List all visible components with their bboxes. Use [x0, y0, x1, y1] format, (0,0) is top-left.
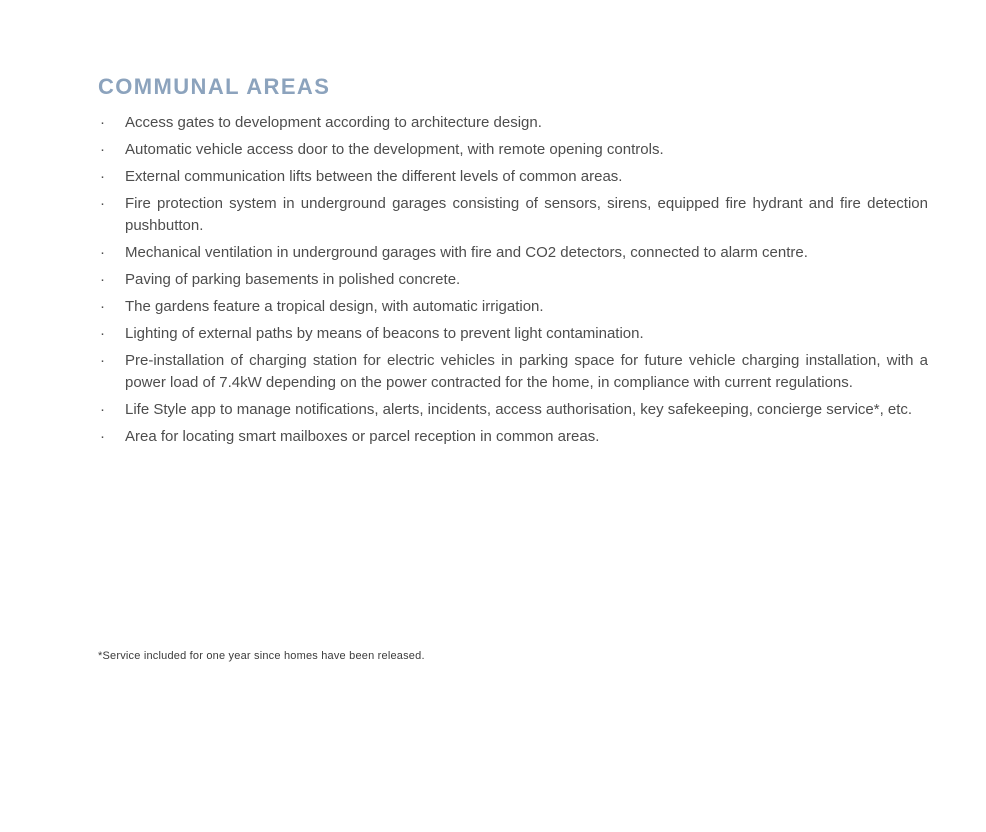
page-title: COMMUNAL AREAS	[98, 74, 331, 99]
list-item-text: Fire protection system in underground garages consisting of sensors, sirens, equipped fire hydrant and fire detection pushbutton.	[125, 195, 928, 234]
list-item	[98, 166, 928, 188]
list-item	[98, 350, 928, 394]
bullet-dot: ·	[100, 141, 105, 158]
bullet-dot: ·	[100, 352, 105, 369]
list-item	[98, 399, 928, 421]
bullet-dot: ·	[100, 114, 105, 131]
bullet-dot: ·	[100, 428, 105, 445]
list-item	[98, 426, 928, 448]
bullet-dot: ·	[100, 195, 105, 212]
bullet-dot: ·	[100, 401, 105, 418]
list-item-text: External communication lifts between the different levels of common areas.	[125, 168, 623, 185]
list-item	[98, 139, 928, 161]
list-item-text: Paving of parking basements in polished concrete.	[125, 271, 461, 288]
list-item-text: Automatic vehicle access door to the development, with remote opening controls.	[125, 141, 664, 158]
bullet-dot: ·	[100, 325, 105, 342]
list-item	[98, 193, 928, 237]
list-item	[98, 269, 928, 291]
list-item-text: Area for locating smart mailboxes or parcel reception in common areas.	[125, 428, 600, 445]
list-item-text: The gardens feature a tropical design, with automatic irrigation.	[125, 298, 544, 315]
list-item-text: Pre-installation of charging station for electric vehicles in parking space for future vehicle charging installation, with a power load of 7.4kW depending on the power contracted for the home, in compliance with current regulations.	[125, 352, 928, 391]
list-item	[98, 323, 928, 345]
list-item	[98, 112, 928, 134]
bullet-dot: ·	[100, 244, 105, 261]
list-item-text: Lighting of external paths by means of beacons to prevent light contamination.	[125, 325, 644, 342]
list-item	[98, 242, 928, 264]
list-item	[98, 296, 928, 318]
bullet-dot: ·	[100, 168, 105, 185]
footnote: *Service included for one year since homes have been released.	[98, 650, 425, 662]
list-item-text: Access gates to development according to architecture design.	[125, 114, 542, 131]
feature-list	[98, 112, 928, 453]
list-item-text: Mechanical ventilation in underground garages with fire and CO2 detectors, connected to alarm centre.	[125, 244, 808, 261]
bullet-dot: ·	[100, 271, 105, 288]
bullet-dot: ·	[100, 298, 105, 315]
list-item-text: Life Style app to manage notifications, alerts, incidents, access authorisation, key safekeeping, concierge service*, etc.	[125, 401, 913, 418]
